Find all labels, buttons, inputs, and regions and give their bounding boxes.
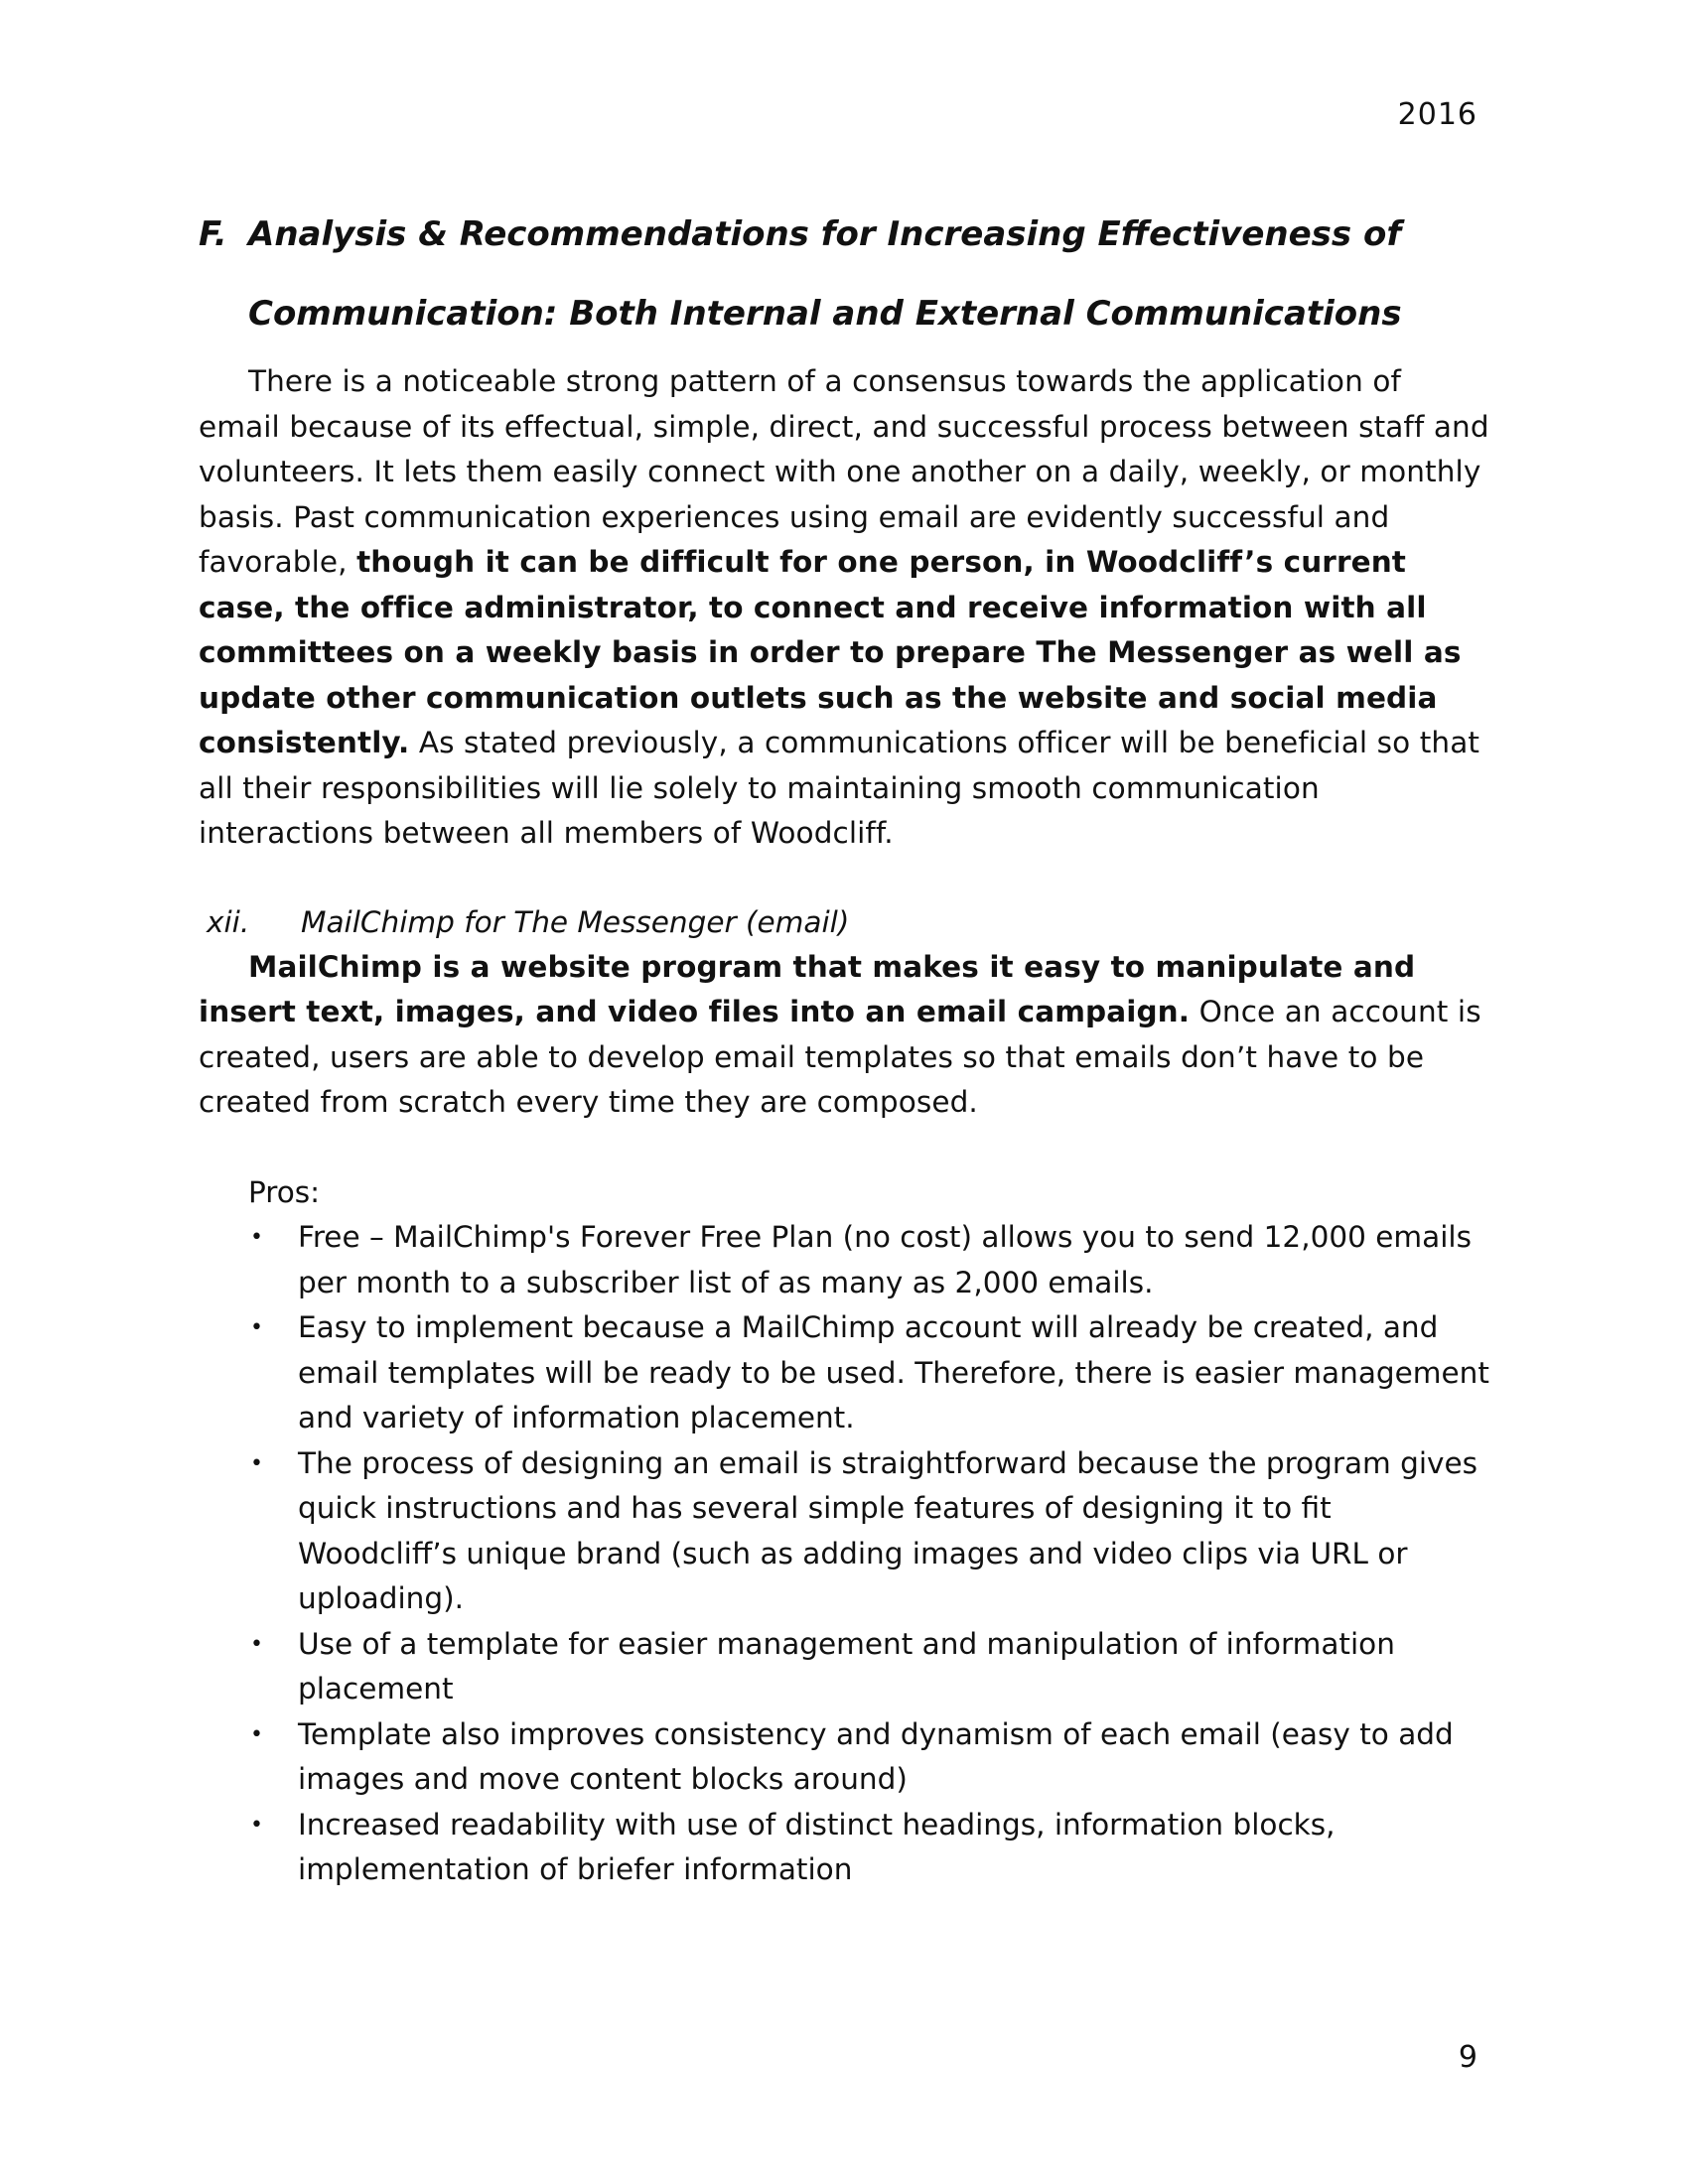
pros-item-text: Free – MailChimp's Forever Free Plan (no cost) allows you to send 12,000 emails per month to a subscriber list of as many as 2,000 emails. <box>298 1220 1472 1299</box>
bullet-icon: • <box>250 1812 263 1838</box>
paragraph1-bold-text: though it can be difficult for one person, in Woodcliff’s current case, the office administrator, to connect and receive information with all committees on a weekly basis in order to prepare The Messenger as well as update other communication outlets such as the website and social media consistently. <box>199 545 1462 759</box>
paragraph1-text-start: There is a noticeable strong pattern of a consensus towards the application of email because of its effectual, simple, direct, and successful process between staff and volunteers. It lets them easily connect with one another on a daily, weekly, or monthly basis. Past communication experiences using email are evidently successful and favorable, <box>199 364 1489 579</box>
header-year: 2016 <box>1397 97 1477 132</box>
section-marker: F. <box>199 214 227 254</box>
pros-list-item <box>199 1441 1489 1622</box>
pros-list-item <box>199 1622 1489 1712</box>
bullet-icon: • <box>250 1315 263 1340</box>
subsection-title: MailChimp for The Messenger (email) <box>301 904 850 939</box>
pros-list-item <box>199 1803 1489 1893</box>
pros-item-text: Easy to implement because a MailChimp account will already be created, and email templates will be ready to be used. Therefore, there is easier management and variety of information placement. <box>298 1310 1489 1434</box>
bullet-icon: • <box>250 1631 263 1657</box>
pros-label: Pros: <box>248 1174 321 1209</box>
pros-item-text: Template also improves consistency and dynamism of each email (easy to add images and move content blocks around) <box>298 1716 1454 1796</box>
paragraph-consensus <box>199 359 1489 857</box>
pros-list <box>199 1215 1489 1893</box>
pros-item-text: The process of designing an email is straightforward because the program gives quick instructions and has several simple features of designing it to fit Woodcliff’s unique brand (such as adding images and video clips via URL or uploading). <box>298 1445 1478 1615</box>
paragraph2-text: Once an account is created, users are able to develop email templates so that emails don’t have to be created from scratch every time they are composed. <box>199 995 1481 1119</box>
section-title-line2: Communication: Both Internal and External Communications <box>248 294 1402 334</box>
paragraph2-bold-text: MailChimp is a website program that makes it easy to manipulate and insert text, images, and video files into an email campaign. <box>199 949 1416 1028</box>
section-title-line1: Analysis & Recommendations for Increasing Effectiveness of <box>248 214 1402 254</box>
pros-list-item <box>199 1712 1489 1803</box>
pros-list-item <box>199 1305 1489 1441</box>
paragraph1-text-end: As stated previously, a communications officer will be beneficial so that all their responsibilities will lie solely to maintaining smooth communication interactions between all members of Woodcliff. <box>199 726 1480 850</box>
pros-item-text: Increased readability with use of distinct headings, information blocks, implementation of briefer information <box>298 1807 1336 1886</box>
bullet-icon: • <box>250 1225 263 1250</box>
subsection-marker: xii. <box>207 904 250 939</box>
paragraph-mailchimp <box>199 945 1489 1126</box>
bullet-icon: • <box>250 1450 263 1476</box>
section-heading <box>199 195 1489 353</box>
page-content <box>199 195 1489 1893</box>
bullet-icon: • <box>250 1721 263 1747</box>
pros-item-text: Use of a template for easier management and manipulation of information placement <box>298 1626 1395 1706</box>
subsection-heading <box>199 900 1489 945</box>
page-number: 9 <box>1458 2040 1477 2075</box>
pros-list-item <box>199 1215 1489 1305</box>
